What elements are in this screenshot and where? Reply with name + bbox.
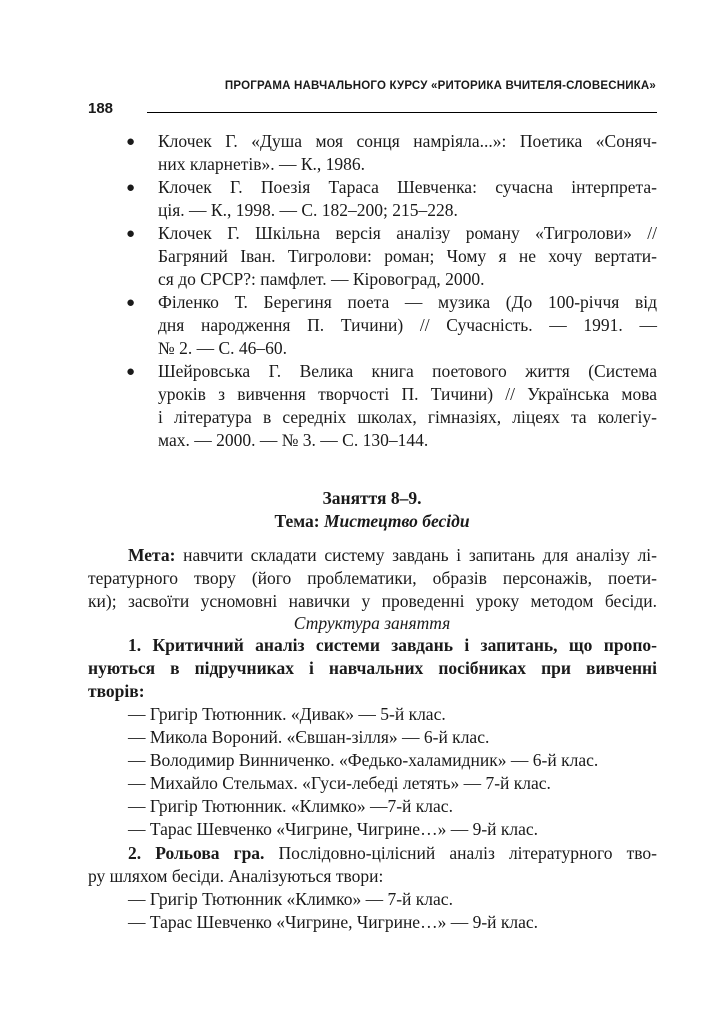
list-item: — Григір Тютюнник «Климко» — 7-й клас. xyxy=(128,889,453,909)
part1-line: творів: xyxy=(88,681,145,701)
goal-line: тературного твору (його проблематики, образів персонажів, поети- xyxy=(88,568,657,588)
page-number: 188 xyxy=(88,100,114,117)
topic-label: Тема: xyxy=(274,511,320,531)
bullet-icon: ● xyxy=(126,134,136,150)
bibliography-line: Клочек Г. «Душа моя сонця намріяла...»: Поетика «Соняч- xyxy=(158,131,657,151)
bibliography-line: мах. — 2000. — № 3. — С. 130–144. xyxy=(158,430,429,450)
list-item: — Григір Тютюнник. «Климко» —7-й клас. xyxy=(128,796,453,816)
bibliography-line: № 2. — С. 46–60. xyxy=(158,338,287,358)
running-title: ПРОГРАМА НАВЧАЛЬНОГО КУРСУ «РИТОРИКА ВЧИТЕЛЯ-СЛОВЕСНИКА» xyxy=(224,80,656,92)
list-item: — Тарас Шевченко «Чигрине, Чигрине…» — 9-й клас. xyxy=(128,912,539,932)
lesson-heading: Заняття 8–9. xyxy=(322,488,422,508)
bibliography-line: Клочек Г. Шкільна версія аналізу роману «Тигролови» // xyxy=(158,223,657,243)
part1-line: нуються в підручниках і навчальних посібниках при вивченні xyxy=(88,658,657,678)
bibliography-line: Багряний Іван. Тигролови: роман; Чому я не хочу вертати- xyxy=(158,246,657,266)
list-item: — Михайло Стельмах. «Гуси-лебеді летять» — 7-й клас. xyxy=(128,773,551,793)
bullet-icon: ● xyxy=(126,226,136,242)
bibliography-line: ція. — К., 1998. — С. 182–200; 215–228. xyxy=(158,200,458,220)
bibliography-line: них кларнетів». — К., 1986. xyxy=(158,154,366,174)
bullet-icon: ● xyxy=(126,364,136,380)
lesson-topic xyxy=(88,510,656,532)
header-rule xyxy=(147,112,657,113)
bibliography-line: Філенко Т. Берегиня поета — музика (До 100-річчя від xyxy=(158,292,657,312)
bibliography-line: Шейровська Г. Велика книга поетового життя (Система xyxy=(158,361,657,381)
part2-label: 2. Рольова гра. xyxy=(128,843,265,863)
list-item: — Володимир Винниченко. «Федько-халамидник» — 6-й клас. xyxy=(128,750,599,770)
bibliography-line: ся до СРСР?: памфлет. — Кіровоград, 2000. xyxy=(158,269,485,289)
part2-line: 2. Рольова гра. Послідовно-цілісний аналіз літературного тво- xyxy=(128,843,657,863)
part2-line: ру шляхом бесіди. Аналізуються твори: xyxy=(88,866,384,886)
bibliography-line: дня народження П. Тичини) // Сучасність. — 1991. — xyxy=(158,315,657,335)
bibliography-line: і література в середніх школах, гімназіях, ліцеях та колегіу- xyxy=(158,407,657,427)
bullet-icon: ● xyxy=(126,295,136,311)
goal-line: ки); засвоїти усномовні навички у проведенні уроку методом бесіди. xyxy=(88,591,657,611)
structure-title: Структура заняття xyxy=(293,613,451,633)
topic-text: Мистецтво бесіди xyxy=(323,511,470,531)
bibliography-line: Клочек Г. Поезія Тараса Шевченка: сучасна інтерпрета- xyxy=(158,177,657,197)
part1-line: 1. Критичний аналіз системи завдань і запитань, що пропо- xyxy=(128,635,657,655)
goal-label: Мета: xyxy=(128,545,176,565)
goal-line: Мета: навчити складати систему завдань і запитань для аналізу лі- xyxy=(128,545,657,565)
bibliography-line: уроків з вивчення творчості П. Тичини) // Українська мова xyxy=(158,384,657,404)
bullet-icon: ● xyxy=(126,180,136,196)
list-item: — Тарас Шевченко «Чигрине, Чигрине…» — 9-й клас. xyxy=(128,819,539,839)
list-item: — Григір Тютюнник. «Дивак» — 5-й клас. xyxy=(128,704,446,724)
list-item: — Микола Вороний. «Євшан-зілля» — 6-й клас. xyxy=(128,727,490,747)
